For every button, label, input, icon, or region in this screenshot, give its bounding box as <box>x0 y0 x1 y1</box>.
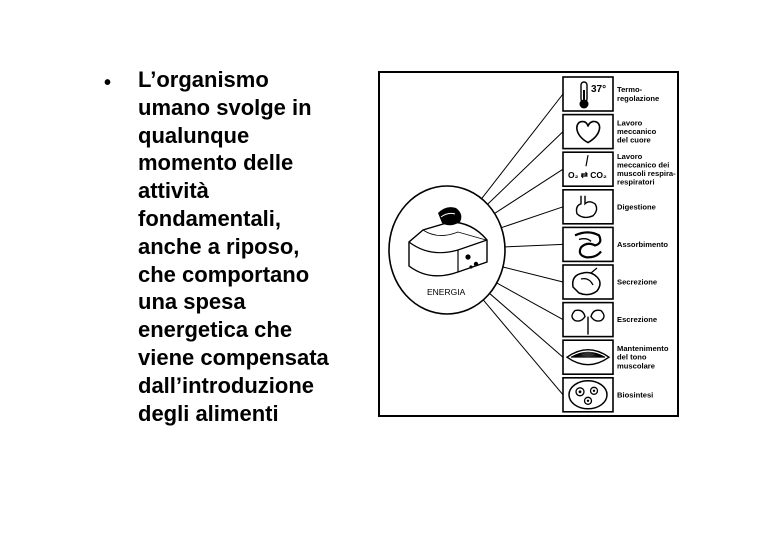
bullet-line: degli alimenti <box>138 400 279 426</box>
activity-label-line: muscolare <box>617 361 655 371</box>
activity-label-line: muscoli respira- <box>617 169 676 178</box>
activity-label-line: meccanico dei <box>617 160 670 170</box>
activity-label-line: Lavoro <box>617 151 643 161</box>
activity-label-line: respiratori <box>617 177 655 187</box>
activity-label <box>617 315 657 324</box>
activity-label-line: Digestione <box>617 202 656 212</box>
bullet-line: dall’introduzione <box>138 372 314 398</box>
activity-label-line: Lavoro <box>617 118 643 128</box>
activity-label <box>617 240 668 249</box>
temperature-value: 37° <box>591 84 607 95</box>
activity-label-line: Escrezione <box>617 315 658 325</box>
activity-label-line: Biosintesi <box>617 390 654 400</box>
activity-label-line: Secrezione <box>617 277 658 287</box>
bullet-line: una spesa <box>138 289 246 315</box>
bullet-marker: • <box>104 72 112 94</box>
activity-label-line: meccanico <box>617 127 657 137</box>
energy-label: ENERGIA <box>427 287 466 297</box>
bullet-line: L’organismo <box>138 67 269 92</box>
activity-label-line: Termo- <box>617 85 643 95</box>
activity-label-line: del cuore <box>617 135 651 145</box>
activity-label <box>617 278 657 287</box>
bullet-line: qualunque <box>138 122 250 148</box>
bullet-line: viene compensata <box>138 344 329 370</box>
energy-center <box>389 186 505 314</box>
bullet-line: che comportano <box>138 261 310 287</box>
bullet-line: anche a riposo, <box>138 233 300 259</box>
activity-label-line: Mantenimento <box>617 344 669 354</box>
activity-label <box>617 390 653 399</box>
bullet-line: umano svolge in <box>138 94 312 120</box>
activity-label-line: regolazione <box>617 93 660 103</box>
activity-label-line: del tono <box>617 352 647 362</box>
cell-icon <box>569 381 607 409</box>
activity-label-line: Assorbimento <box>617 239 669 249</box>
gas-exchange-text: O₂ ⇄ CO₂ <box>568 170 607 181</box>
activity-label <box>617 202 656 211</box>
bullet-line: attività <box>138 178 209 204</box>
bullet-line: energetica che <box>138 317 293 343</box>
bullet-line: fondamentali, <box>138 205 282 231</box>
bullet-line: momento delle <box>138 150 294 176</box>
